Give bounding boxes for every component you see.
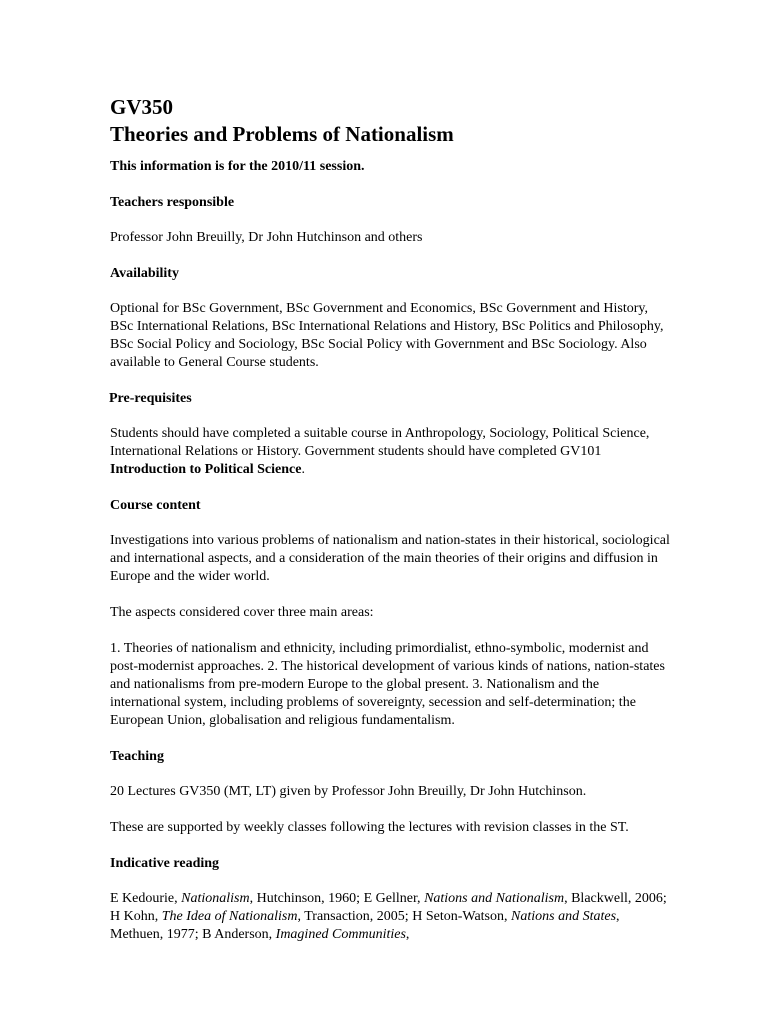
teachers-heading: Teachers responsible: [110, 195, 235, 210]
reading-item: H Kohn, The Idea of Nationalism, Transaction, 2005;: [110, 909, 413, 924]
course-content-areas: 1. Theories of nationalism and ethnicity, including primordialist, ethno-symbolic, modernist and post-modernist approaches. 2. The historical development of various kinds of nations, nation-states and nationalisms from pre-modern Europe to the global present. 3. Nationalism and the international system, including problems of sovereignty, secession and self-determination; the European Union, globalisation and religious fundamentalism.: [110, 641, 665, 728]
course-title: Theories and Problems of Nationalism: [110, 122, 454, 146]
reading-item: B Anderson, Imagined Communities,: [202, 927, 410, 942]
prerequisites-text-after: .: [301, 462, 305, 477]
availability-heading: Availability: [110, 266, 179, 281]
session-notice: This information is for the 2010/11 session.: [110, 159, 365, 174]
prerequisites-text: [110, 425, 670, 479]
course-code: GV350: [110, 95, 173, 119]
course-title-block: [110, 94, 670, 148]
reading-list: [110, 890, 670, 944]
availability-text: Optional for BSc Government, BSc Government and Economics, BSc Government and History, BSc International Relations, BSc International Relations and History, BSc Politics and Philosophy, BSc Social Policy and Sociology, BSc Social Policy with Government and BSc Sociology. Also available to General Course students.: [110, 301, 664, 370]
reading-item: H Seton-Watson, Nations and States, Methuen, 1977;: [110, 909, 620, 942]
teaching-classes: These are supported by weekly classes following the lectures with revision classes in the ST.: [110, 820, 629, 835]
course-page: [110, 94, 670, 944]
reading-item: E Kedourie, Nationalism, Hutchinson, 1960;: [110, 891, 364, 906]
course-content-aspects-lead: The aspects considered cover three main areas:: [110, 605, 374, 620]
course-content-intro: Investigations into various problems of nationalism and nation-states in their historical, sociological and international aspects, and a consideration of the main theories of their origins and diffusion in Europe and the wider world.: [110, 533, 670, 584]
prerequisites-text-before: Students should have completed a suitable course in Anthropology, Sociology, Political Science, International Relations or History. Government students should have completed GV101: [110, 426, 650, 459]
teaching-heading: Teaching: [110, 749, 164, 764]
teaching-lectures: 20 Lectures GV350 (MT, LT) given by Professor John Breuilly, Dr John Hutchinson.: [110, 784, 587, 799]
course-content-heading: Course content: [110, 498, 201, 513]
reading-heading: Indicative reading: [110, 856, 220, 871]
teachers-text: Professor John Breuilly, Dr John Hutchinson and others: [110, 230, 423, 245]
prerequisites-heading: Pre-requisites: [109, 391, 192, 406]
reading-item: E Gellner, Nations and Nationalism, Blackwell, 2006;: [363, 891, 667, 906]
prerequisite-course-name: Introduction to Political Science: [110, 462, 302, 477]
